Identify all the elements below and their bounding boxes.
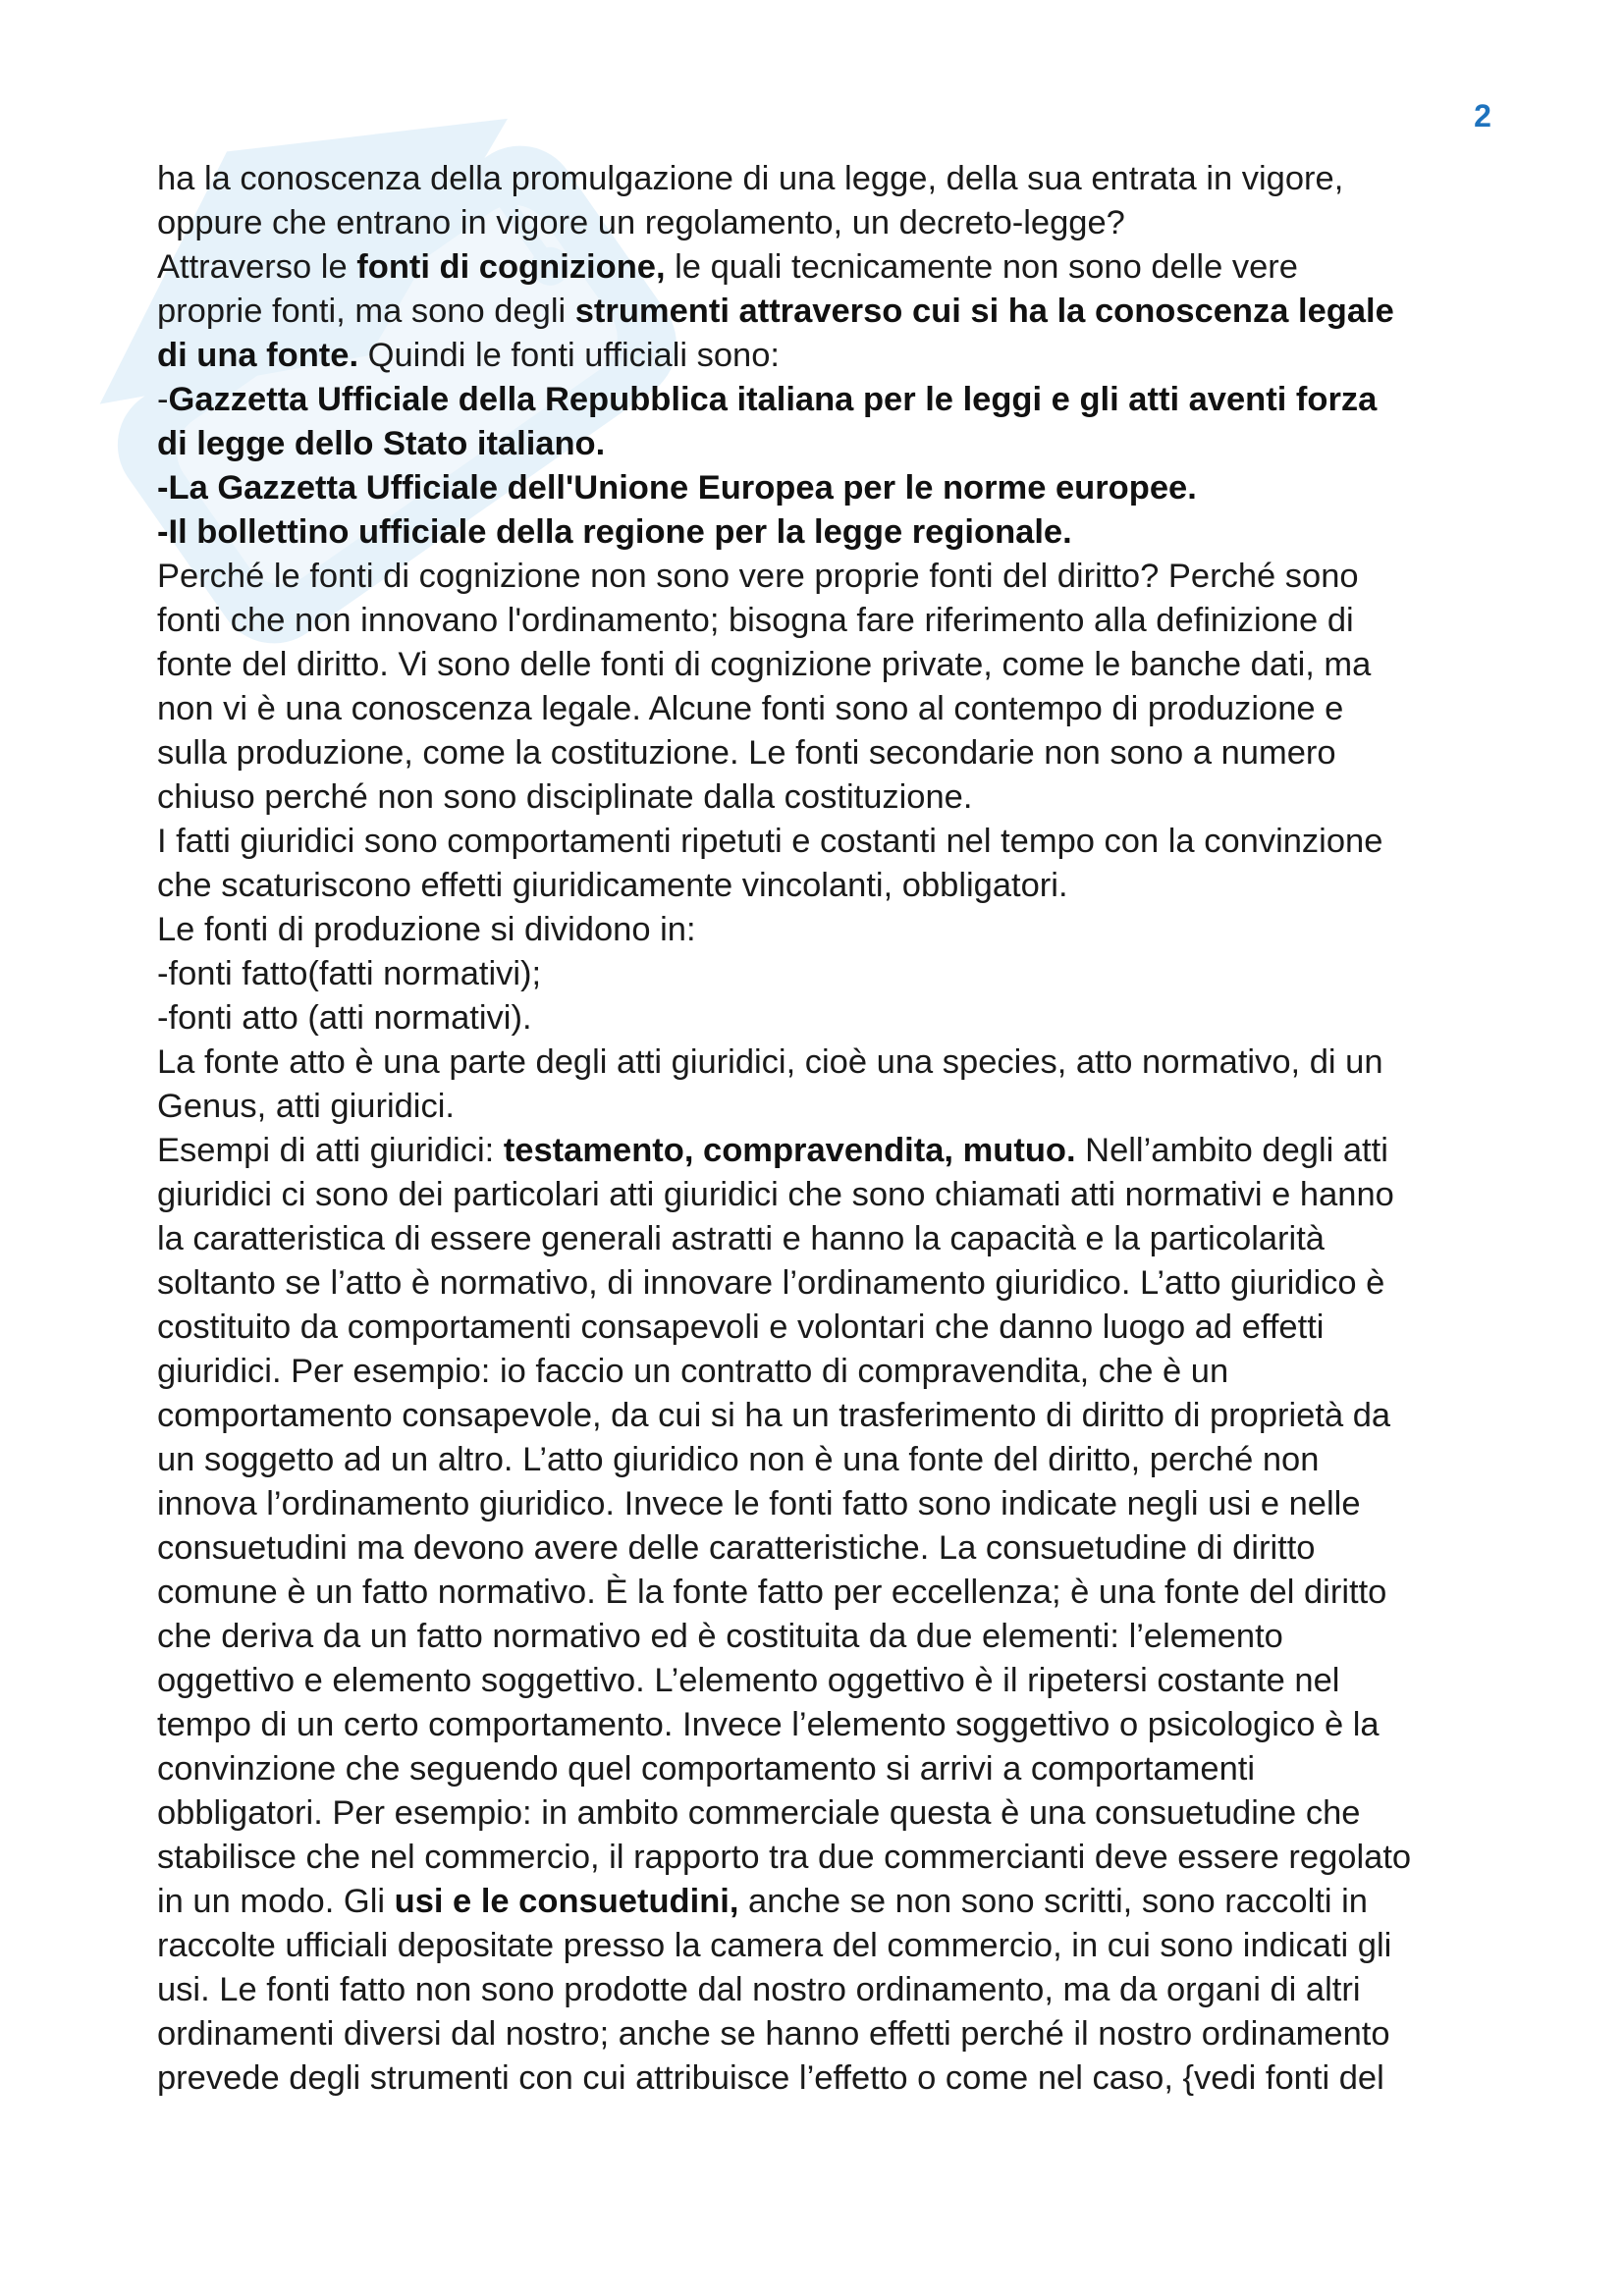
text-line [157, 1129, 1492, 1173]
text-segment: non vi è una conoscenza legale. Alcune fonti sono al contempo di produzione e [157, 690, 1344, 727]
text-segment: fonti che non innovano l'ordinamento; bisogna fare riferimento alla definizione di [157, 602, 1354, 639]
text-segment: comune è un fatto normativo. È la fonte fatto per eccellenza; è una fonte del diritto [157, 1574, 1387, 1611]
text-line [157, 1173, 1492, 1217]
text-line [157, 1615, 1492, 1659]
text-line [157, 245, 1492, 290]
text-segment: consuetudini ma devono avere delle caratteristiche. La consuetudine di diritto [157, 1529, 1316, 1567]
text-segment: chiuso perché non sono disciplinate dalla costituzione. [157, 778, 973, 816]
text-segment: soltanto se l’atto è normativo, di innovare l’ordinamento giuridico. L’atto giuridico è [157, 1264, 1385, 1302]
text-segment: tempo di un certo comportamento. Invece l’elemento soggettivo o psicologico è la [157, 1706, 1380, 1743]
bold-text: strumenti attraverso cui si ha la conoscenza legale [574, 293, 1394, 330]
text-segment: Perché le fonti di cognizione non sono vere proprie fonti del diritto? Perché sono [157, 558, 1359, 595]
text-line [157, 1659, 1492, 1703]
text-segment: fonte del diritto. Vi sono delle fonti di cognizione private, come le banche dati, ma [157, 646, 1372, 683]
text-segment: convinzione che seguendo quel comportamento si arrivi a comportamenti [157, 1750, 1256, 1788]
text-line [157, 555, 1492, 599]
text-line [157, 643, 1492, 687]
text-segment: -fonti fatto(fatti normativi); [157, 955, 542, 992]
text-line [157, 1217, 1492, 1261]
text-line [157, 1482, 1492, 1526]
text-segment: Esempi di atti giuridici: [157, 1132, 504, 1169]
text-segment: che scaturiscono effetti giuridicamente vincolanti, obbligatori. [157, 867, 1068, 904]
text-segment: costituito da comportamenti consapevoli e volontari che danno luogo ad effetti [157, 1308, 1325, 1346]
text-segment: in un modo. Gli [157, 1883, 395, 1920]
bold-text: fonti di cognizione, [356, 248, 666, 286]
text-segment: -fonti atto (atti normativi). [157, 999, 532, 1037]
text-line [157, 2012, 1492, 2056]
text-line [157, 422, 1492, 466]
bold-text: -Il bollettino ufficiale della regione per la legge regionale. [157, 513, 1072, 551]
text-segment: - [157, 381, 169, 418]
text-line [157, 1350, 1492, 1394]
text-line [157, 1306, 1492, 1350]
text-line [157, 908, 1492, 952]
text-segment: Nell’ambito degli atti [1075, 1132, 1388, 1169]
text-segment: proprie fonti, ma sono degli [157, 293, 575, 330]
text-segment: anche se non sono scritti, sono raccolti in [738, 1883, 1368, 1920]
text-line [157, 1438, 1492, 1482]
text-line [157, 157, 1492, 201]
text-line [157, 2056, 1492, 2101]
text-line [157, 1526, 1492, 1571]
text-segment: La fonte atto è una parte degli atti giuridici, cioè una species, atto normativo, di un [157, 1043, 1383, 1081]
text-segment: la caratteristica di essere generali astratti e hanno la capacità e la particolarità [157, 1220, 1325, 1257]
document-body [157, 157, 1492, 2101]
text-segment: un soggetto ad un altro. L’atto giuridico non è una fonte del diritto, perché non [157, 1441, 1320, 1478]
bold-text: Gazzetta Ufficiale della Repubblica italiana per le leggi e gli atti aventi forza [168, 381, 1378, 418]
text-segment: I fatti giuridici sono comportamenti ripetuti e costanti nel tempo con la convinzione [157, 823, 1383, 860]
text-segment: le quali tecnicamente non sono delle vere [665, 248, 1298, 286]
text-segment: usi. Le fonti fatto non sono prodotte dal nostro ordinamento, ma da organi di altri [157, 1971, 1361, 2008]
text-line [157, 599, 1492, 643]
text-line [157, 201, 1492, 245]
text-line [157, 820, 1492, 864]
text-segment: innova l’ordinamento giuridico. Invece le fonti fatto sono indicate negli usi e nelle [157, 1485, 1361, 1522]
text-line [157, 864, 1492, 908]
text-line [157, 775, 1492, 820]
text-line [157, 731, 1492, 775]
text-segment: sulla produzione, come la costituzione. Le fonti secondarie non sono a numero [157, 734, 1336, 772]
text-line [157, 687, 1492, 731]
bold-text: -La Gazzetta Ufficiale dell'Unione Europea per le norme europee. [157, 469, 1197, 507]
page-number: 2 [1474, 98, 1491, 133]
text-segment: Attraverso le [157, 248, 357, 286]
bold-text: di una fonte. [157, 337, 359, 374]
text-segment: comportamento consapevole, da cui si ha un trasferimento di diritto di proprietà da [157, 1397, 1391, 1434]
bold-text: di legge dello Stato italiano. [157, 425, 606, 462]
text-line [157, 378, 1492, 422]
text-line [157, 1703, 1492, 1747]
text-line [157, 1085, 1492, 1129]
text-segment: che deriva da un fatto normativo ed è costituita da due elementi: l’elemento [157, 1618, 1283, 1655]
text-line [157, 1791, 1492, 1836]
text-line [157, 952, 1492, 996]
text-line [157, 1261, 1492, 1306]
text-segment: raccolte ufficiali depositate presso la camera del commercio, in cui sono indicati gli [157, 1927, 1392, 1964]
text-segment: obbligatori. Per esempio: in ambito commerciale questa è una consuetudine che [157, 1794, 1361, 1832]
text-segment: Genus, atti giuridici. [157, 1088, 455, 1125]
text-line [157, 1571, 1492, 1615]
bold-text: testamento, compravendita, mutuo. [503, 1132, 1076, 1169]
text-segment: giuridici. Per esempio: io faccio un contratto di compravendita, che è un [157, 1353, 1229, 1390]
text-line [157, 466, 1492, 510]
text-segment: ha la conoscenza della promulgazione di una legge, della sua entrata in vigore, [157, 160, 1344, 197]
text-segment: prevede degli strumenti con cui attribuisce l’effetto o come nel caso, {vedi fonti del [157, 2059, 1384, 2097]
text-segment: Le fonti di produzione si dividono in: [157, 911, 696, 948]
text-line [157, 1880, 1492, 1924]
bold-text: usi e le consuetudini, [394, 1883, 739, 1920]
text-line [157, 334, 1492, 378]
text-segment: Quindi le fonti ufficiali sono: [358, 337, 781, 374]
text-line [157, 1747, 1492, 1791]
text-line [157, 996, 1492, 1041]
text-line [157, 290, 1492, 334]
text-line [157, 1041, 1492, 1085]
text-segment: stabilisce che nel commercio, il rapporto tra due commercianti deve essere regolato [157, 1839, 1412, 1876]
text-line [157, 1394, 1492, 1438]
text-segment: oggettivo e elemento soggettivo. L’elemento oggettivo è il ripetersi costante nel [157, 1662, 1340, 1699]
text-line [157, 1924, 1492, 1968]
text-segment: ordinamenti diversi dal nostro; anche se hanno effetti perché il nostro ordinamento [157, 2015, 1390, 2053]
text-line [157, 510, 1492, 555]
text-segment: oppure che entrano in vigore un regolamento, un decreto-legge? [157, 204, 1125, 241]
text-segment: giuridici ci sono dei particolari atti giuridici che sono chiamati atti normativi e hanno [157, 1176, 1394, 1213]
text-line [157, 1968, 1492, 2012]
text-line [157, 1836, 1492, 1880]
